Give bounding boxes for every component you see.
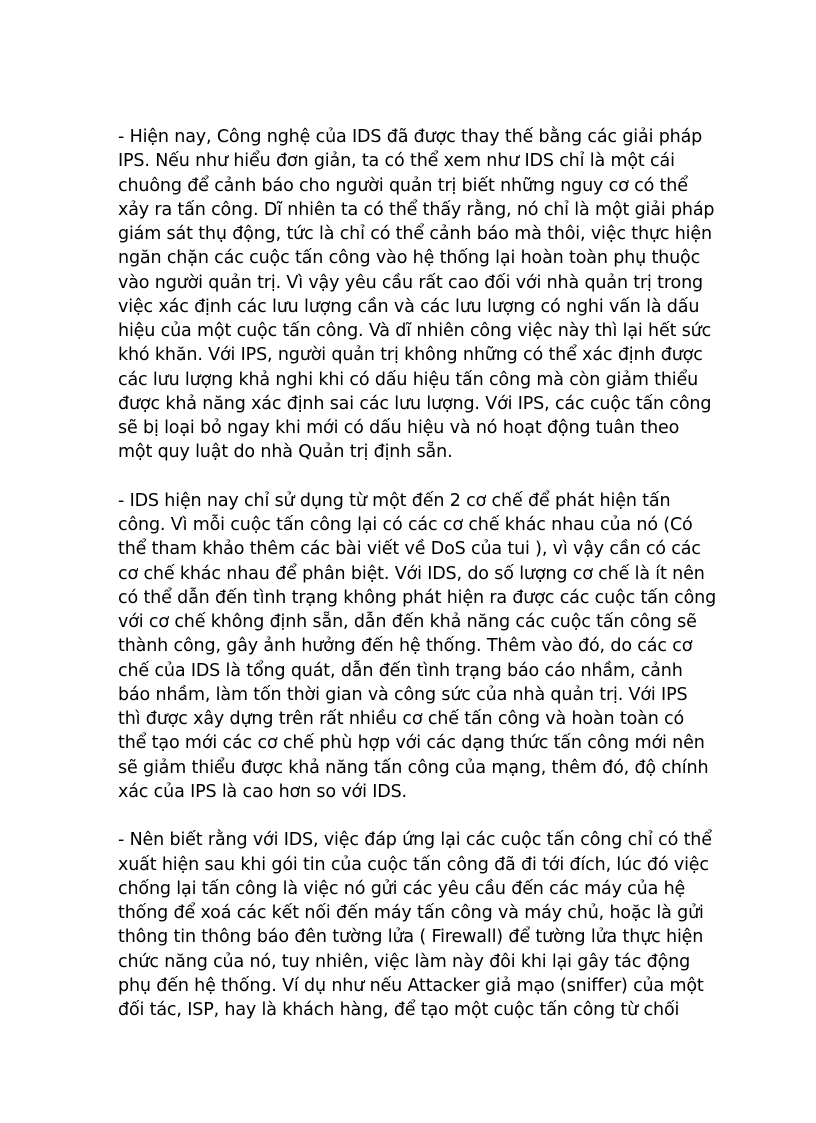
text-line: xuất hiện sau khi gói tin của cuộc tấn công đã đi tới đích, lúc đó việc [118,854,709,875]
paragraph-ids-vs-ips-overview [118,125,715,465]
text-line: - Nên biết rằng với IDS, việc đáp ứng lại các cuộc tấn công chỉ có thể [118,830,712,851]
text-line: chức năng của nó, tuy nhiên, việc làm này đôi khi lại gây tác động [118,951,691,972]
text-line: vào người quản trị. Vì vậy yêu cầu rất cao đối với nhà quản trị trong [118,272,704,293]
text-line: - Hiện nay, Công nghệ của IDS đã được thay thế bằng các giải pháp [118,127,703,147]
text-line: phụ đến hệ thống. Ví dụ như nếu Attacker giả mạo (sniffer) của một [118,975,704,996]
text-line: ngăn chặn các cuộc tấn công vào hệ thống lại hoàn toàn phụ thuộc [118,248,701,269]
text-line: sẽ bị loại bỏ ngay khi mới có dấu hiệu và nó hoạt động tuân theo [118,418,680,438]
text-line: chế của IDS là tổng quát, dẫn đến tình trạng báo cáo nhầm, cảnh [118,660,683,681]
text-line: báo nhầm, làm tốn thời gian và công sức của nhà quản trị. Với IPS [118,684,688,705]
text-line: chống lại tấn công là việc nó gửi các yêu cầu đến các máy của hệ [118,878,686,899]
text-line: IPS. Nếu như hiểu đơn giản, ta có thể xem như IDS chỉ là một cái [118,151,675,172]
text-line: thể tạo mới các cơ chế phù hợp với các dạng thức tấn công mới nên [118,733,705,754]
text-line: giám sát thụ động, tức là chỉ có thể cảnh báo mà thôi, việc thực hiện [118,224,712,244]
text-line: chuông để cảnh báo cho người quản trị biết những nguy cơ có thể [118,175,688,196]
text-line: thống để xoá các kết nối đến máy tấn công và máy chủ, hoặc là gửi [118,903,704,923]
text-line: thì được xây dựng trên rất nhiều cơ chế tấn công và hoàn toàn có [118,709,685,729]
text-line: cơ chế khác nhau để phân biệt. Với IDS, do số lượng cơ chế là ít nên [118,563,705,584]
text-line: khó khăn. Với IPS, người quản trị không những có thể xác định được [118,345,703,366]
text-line: việc xác định các lưu lượng cần và các lưu lượng có nghi vấn là dấu [118,296,700,317]
paragraph-ids-response [118,828,712,1022]
text-line: được khả năng xác định sai các lưu lượng. Với IPS, các cuộc tấn công [118,393,712,414]
text-line: công. Vì mỗi cuộc tấn công lại có các cơ chế khác nhau của nó (Có [118,515,693,535]
text-line: xảy ra tấn công. Dĩ nhiên ta có thể thấy rằng, nó chỉ là một giải pháp [118,199,715,220]
text-line: thành công, gây ảnh hưởng đến hệ thống. Thêm vào đó, do các cơ [118,636,693,657]
text-line: có thể dẫn đến tình trạng không phát hiện ra được các cuộc tấn công [118,587,717,608]
document-body [118,125,717,1047]
text-line: với cơ chế không định sẵn, dẫn đến khả năng các cuộc tấn công sẽ [118,612,697,632]
text-line: thể tham khảo thêm các bài viết về DoS của tui ), vì vậy cần có các [118,539,701,560]
text-line: thông tin thông báo đên tường lửa ( Firewall) để tường lửa thực hiện [118,927,704,948]
text-line: một quy luật do nhà Quản trị định sẵn. [118,442,453,463]
text-line: các lưu lượng khả nghi khi có dấu hiệu tấn công mà còn giảm thiểu [118,369,699,390]
paragraph-detection-mechanisms [118,489,717,804]
text-line: đối tác, ISP, hay là khách hàng, để tạo một cuộc tấn công từ chối [118,1000,680,1020]
text-line: sẽ giảm thiểu được khả năng tấn công của mạng, thêm đó, độ chính [118,757,709,778]
text-line: - IDS hiện nay chỉ sử dụng từ một đến 2 cơ chế để phát hiện tấn [118,490,671,511]
text-line: xác của IPS là cao hơn so với IDS. [118,781,407,802]
text-line: hiệu của một cuộc tấn công. Và dĩ nhiên công việc này thì lại hết sức [118,321,712,341]
